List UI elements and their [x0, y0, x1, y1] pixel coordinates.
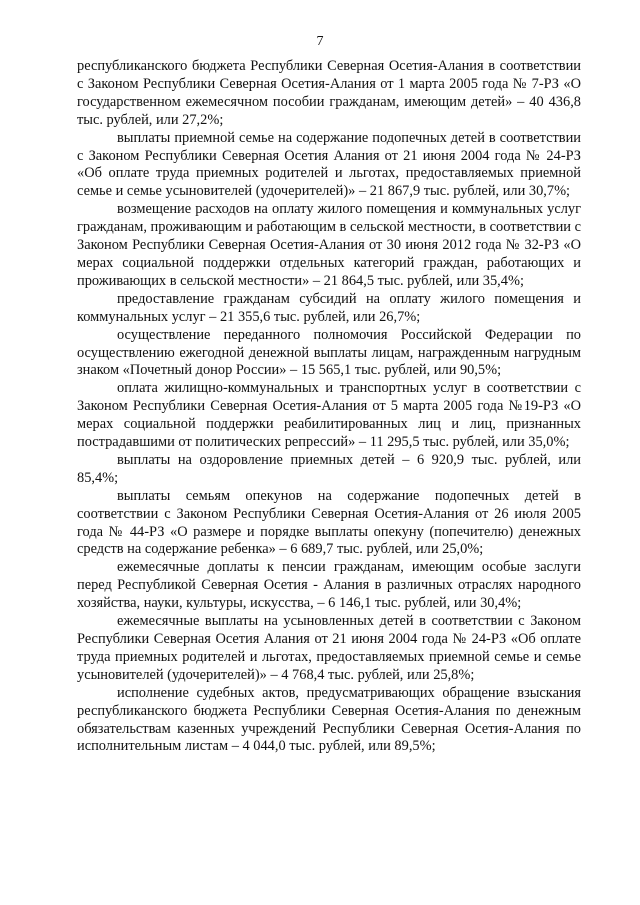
paragraph-rural-housing-compensation: возмещение расходов на оплату жилого помещения и коммунальных услуг гражданам, проживающим и работающим в сельской местности, в соответствии с Законом Республики Северная Осетия-Алания от 30 июня 2012 года № 32-РЗ «О мерах социальной поддержки отдельных категорий граждан, работающих и проживающих в сельской местности» – 21 864,5 тыс. рублей, или 35,4%; — [77, 201, 581, 289]
paragraph-guardian-payments: выплаты семьям опекунов на содержание подопечных детей в соответствии с Законом Республики Северная Осетия-Алания от 26 июля 2005 года № 44-РЗ «О размере и порядке выплаты опекуну (попечителю) денежных средств на содержание ребенка» – 6 689,7 тыс. рублей, или 25,0%; — [77, 487, 581, 558]
document-body — [77, 58, 581, 756]
paragraph-court-acts-execution: исполнение судебных актов, предусматривающих обращение взыскания республиканского бюджета Республики Северная Осетия-Алания по денежным обязательствам казенных учреждений Республики Северная Осетия-Алания по исполнительным листам – 4 044,0 тыс. рублей, или 89,5%; — [77, 684, 581, 755]
paragraph-rehabilitated-persons-services: оплата жилищно-коммунальных и транспортных услуг в соответствии с Законом Республики Северная Осетия-Алания от 5 марта 2005 года №19-РЗ «О мерах социальной поддержки реабилитированных лиц и лиц, признанных пострадавшими от политических репрессий» – 11 295,5 тыс. рублей, или 35,0%; — [77, 380, 581, 451]
paragraph-honorary-donor-payments: осуществление переданного полномочия Российской Федерации по осуществлению ежегодной денежной выплаты лицам, награжденным нагрудным знаком «Почетный донор России» – 15 565,1 тыс. рублей, или 90,5%; — [77, 326, 581, 379]
paragraph-foster-family-payments: выплаты приемной семье на содержание подопечных детей в соответствии с Законом Республики Северная Осетия Алания от 21 июня 2004 года № 24-РЗ «Об оплате труда приемных родителей и льготах, предоставляемых приемной семье и семье усыновителей (удочерителей)» – 21 867,9 тыс. рублей, или 30,7%; — [77, 129, 581, 200]
paragraph-adopted-children-payments: ежемесячные выплаты на усыновленных детей в соответствии с Законом Республики Северная Осетия Алания от 21 июня 2004 года № 24-РЗ «Об оплате труда приемных родителей и льготах, предоставляемых приемной семье и семье усыновителей (удочерителей)» – 4 768,4 тыс. рублей, или 25,8%; — [77, 613, 581, 683]
paragraph-housing-subsidies: предоставление гражданам субсидий на оплату жилого помещения и коммунальных услуг – 21 355,6 тыс. рублей, или 26,7%; — [77, 290, 581, 325]
page-number: 7 — [316, 34, 324, 49]
paragraph-continuation: республиканского бюджета Республики Северная Осетия-Алания в соответствии с Законом Республики Северная Осетия-Алания от 1 марта 2005 года № 7-РЗ «О государственном ежемесячном пособии гражданам, имеющим детей» – 40 436,8 тыс. рублей, или 27,2%; — [77, 58, 581, 128]
paragraph-pension-supplements: ежемесячные доплаты к пенсии гражданам, имеющим особые заслуги перед Республикой Северная Осетия - Алания в различных отраслях народного хозяйства, науки, культуры, искусства, – 6 146,1 тыс. рублей, или 30,4%; — [77, 559, 581, 612]
paragraph-foster-children-recovery: выплаты на оздоровление приемных детей – 6 920,9 тыс. рублей, или 85,4%; — [77, 451, 581, 486]
